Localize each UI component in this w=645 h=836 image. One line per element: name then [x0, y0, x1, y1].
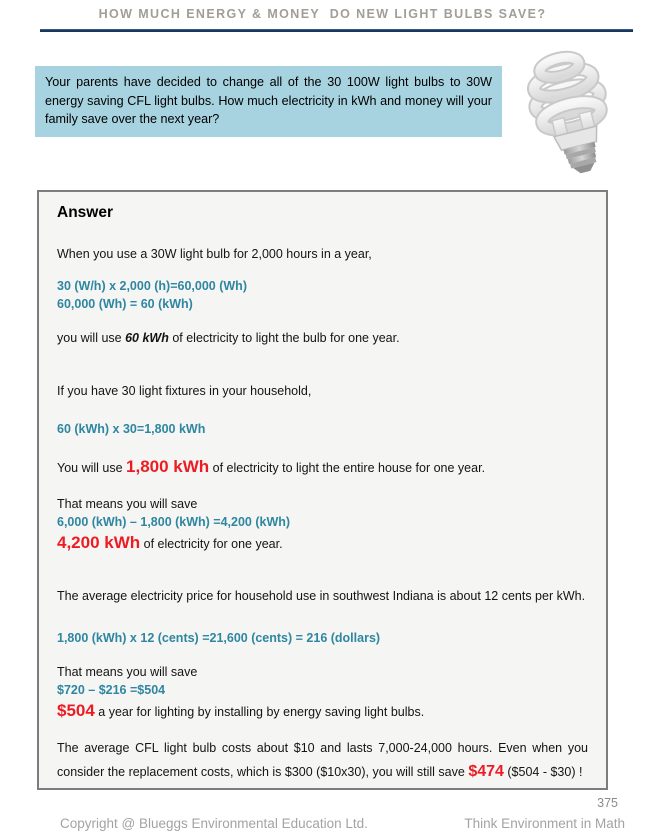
paragraph-bulb-year — [57, 330, 588, 347]
savings-money-block — [57, 664, 588, 724]
paragraph-save-intro-2: That means you will save — [57, 664, 198, 679]
text-segment: you will use — [57, 331, 126, 345]
paragraph-house-year — [57, 455, 588, 480]
text-segment: of electricity to light the entire house for one year. — [209, 461, 486, 475]
answer-box — [37, 190, 608, 790]
text-segment: You will use — [57, 461, 127, 475]
paragraph-price: The average electricity price for household use in southwest Indiana is about 12 cents per kWh. — [57, 589, 586, 603]
paragraph-save-intro: That means you will save — [57, 497, 198, 511]
text-segment: of electricity to light the bulb for one year. — [168, 331, 400, 345]
formula-savings-dollars: $720 – $216 =$504 — [57, 682, 166, 697]
formula-line: 60,000 (Wh) = 60 (kWh) — [57, 297, 193, 311]
page-number: 375 — [597, 796, 618, 810]
formula-house-kwh: 60 (kWh) x 30=1,800 kWh — [57, 422, 206, 436]
page-title: HOW MUCH ENERGY & MONEY DO NEW LIGHT BULBS SAVE? — [98, 7, 547, 21]
footer-tagline: Think Environment in Math — [464, 816, 625, 831]
value-504: $504 — [57, 700, 95, 720]
title-divider — [40, 29, 633, 32]
text-segment: of electricity for one year. — [140, 537, 283, 551]
formula-wh — [57, 277, 588, 313]
value-60kwh: 60 kWh — [125, 331, 169, 345]
question-box — [35, 66, 502, 137]
paragraph-usage: When you use a 30W light bulb for 2,000 hours in a year, — [57, 247, 372, 261]
text-segment: The average CFL light bulb costs about $10 and lasts 7,000-24,000 hours. Even when you consider the replacement costs, which is $300 ($10x30), you will still save — [57, 740, 588, 779]
text-segment: a year for lighting by installing by energy saving light bulbs. — [94, 704, 425, 719]
formula-savings-kwh: 6,000 (kWh) – 1,800 (kWh) =4,200 (kWh) — [57, 515, 291, 529]
formula-dollars: 1,800 (kWh) x 12 (cents) =21,600 (cents) = 216 (dollars) — [57, 630, 381, 645]
formula-line: 30 (W/h) x 2,000 (h)=60,000 (Wh) — [57, 279, 247, 293]
paragraph-fixtures: If you have 30 light fixtures in your household, — [57, 384, 312, 398]
text-segment: ($504 - $30) ! — [503, 765, 583, 779]
answer-heading: Answer — [57, 204, 113, 221]
value-474: $474 — [468, 763, 504, 780]
value-4200kwh: 4,200 kWh — [57, 533, 141, 552]
paragraph-savings-dollars — [57, 699, 588, 724]
savings-kwh-block — [57, 496, 588, 556]
paragraph-replacement — [57, 737, 588, 785]
cfl-bulb-image — [512, 40, 628, 182]
footer — [60, 816, 625, 831]
footer-copyright: Copyright @ Blueggs Environmental Education Ltd. — [60, 816, 368, 831]
question-text: Your parents have decided to change all of the 30 100W light bulbs to 30W energy saving CFL light bulbs. How much electricity in kWh and money will your family save over the next year? — [45, 75, 492, 127]
value-1800kwh: 1,800 kWh — [126, 457, 210, 476]
paragraph-savings-kwh — [57, 531, 588, 556]
